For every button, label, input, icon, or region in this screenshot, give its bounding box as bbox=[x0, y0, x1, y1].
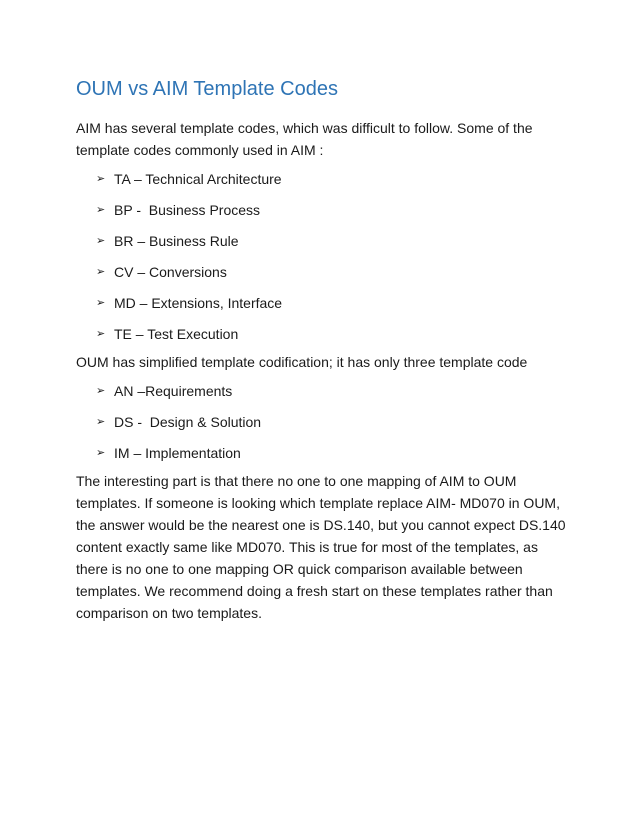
document-body bbox=[76, 76, 566, 624]
aim-codes-list bbox=[76, 169, 566, 345]
arrow-bullet-icon: ➢ bbox=[96, 416, 106, 428]
arrow-bullet-icon: ➢ bbox=[96, 385, 106, 397]
list-item bbox=[96, 381, 566, 402]
conclusion-paragraph: The interesting part is that there no one to one mapping of AIM to OUM templates. If someone is looking which template replace AIM- MD070 in OUM, the answer would be the nearest one is DS.140, but you cannot expect DS.140 content exactly same like MD070. This is true for most of the templates, as there is no one to one mapping OR quick comparison available between templates. We recommend doing a fresh start on these templates rather than comparison on two templates. bbox=[76, 473, 566, 621]
arrow-bullet-icon: ➢ bbox=[96, 204, 106, 216]
list-item-text: TE – Test Execution bbox=[114, 326, 239, 342]
arrow-bullet-icon: ➢ bbox=[96, 447, 106, 459]
list-item-text: TA – Technical Architecture bbox=[114, 171, 282, 187]
arrow-bullet-icon: ➢ bbox=[96, 173, 106, 185]
oum-codes-list bbox=[76, 381, 566, 464]
arrow-bullet-icon: ➢ bbox=[96, 328, 106, 340]
list-item-text: BR – Business Rule bbox=[114, 233, 239, 249]
list-item-text: CV – Conversions bbox=[114, 264, 227, 280]
page-title: OUM vs AIM Template Codes bbox=[76, 78, 338, 100]
list-item bbox=[96, 443, 566, 464]
intro-paragraph: AIM has several template codes, which was difficult to follow. Some of the template codes commonly used in AIM : bbox=[76, 120, 533, 158]
list-item-text: MD – Extensions, Interface bbox=[114, 295, 283, 311]
list-item-text: AN –Requirements bbox=[114, 383, 233, 399]
list-item-text: DS - Design & Solution bbox=[114, 414, 262, 430]
list-item bbox=[96, 293, 566, 314]
list-item bbox=[96, 169, 566, 190]
list-item bbox=[96, 231, 566, 252]
list-item-text: IM – Implementation bbox=[114, 445, 241, 461]
list-item bbox=[96, 324, 566, 345]
list-item-text: BP - Business Process bbox=[114, 202, 261, 218]
arrow-bullet-icon: ➢ bbox=[96, 235, 106, 247]
oum-intro-paragraph: OUM has simplified template codification; it has only three template code bbox=[76, 354, 528, 370]
list-item bbox=[96, 412, 566, 433]
arrow-bullet-icon: ➢ bbox=[96, 297, 106, 309]
list-item bbox=[96, 200, 566, 221]
arrow-bullet-icon: ➢ bbox=[96, 266, 106, 278]
list-item bbox=[96, 262, 566, 283]
